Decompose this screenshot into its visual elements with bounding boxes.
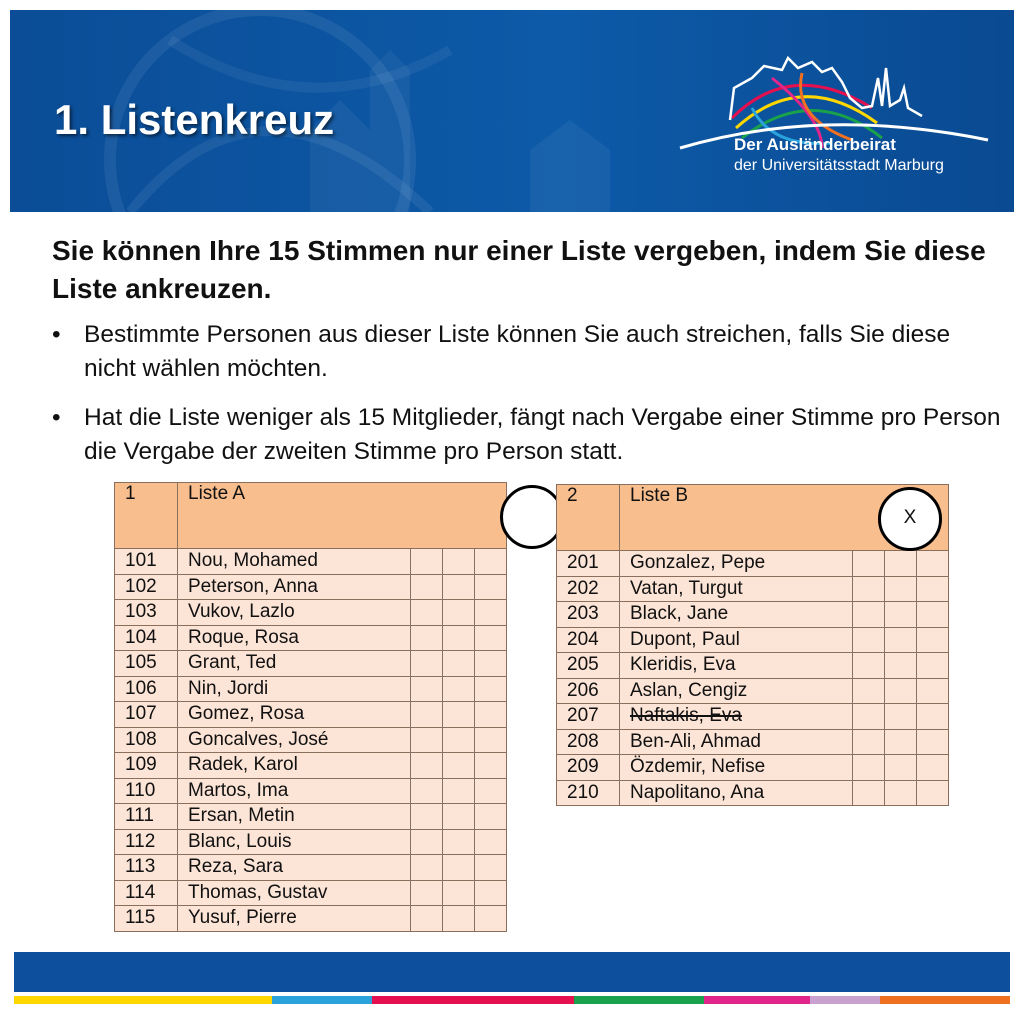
- vote-box-2[interactable]: [885, 627, 917, 653]
- candidate-number: 107: [115, 702, 178, 728]
- candidate-name-cell: [620, 627, 853, 653]
- vote-box-2[interactable]: [885, 576, 917, 602]
- candidate-row: [115, 880, 507, 906]
- vote-box-3[interactable]: [917, 755, 949, 781]
- vote-box-1[interactable]: [853, 678, 885, 704]
- candidate-name: Nou, Mohamed: [188, 550, 318, 572]
- candidate-name-cell: [620, 602, 853, 628]
- candidate-row: [557, 704, 949, 730]
- candidate-row: [115, 574, 507, 600]
- candidate-name: Radek, Karol: [188, 754, 298, 776]
- vote-box-2[interactable]: [443, 702, 475, 728]
- ballot-list-a: [114, 482, 507, 932]
- candidate-row: [557, 729, 949, 755]
- vote-box-1[interactable]: [411, 727, 443, 753]
- candidate-number: 106: [115, 676, 178, 702]
- candidate-name: Blanc, Louis: [188, 830, 292, 852]
- candidate-row: [557, 678, 949, 704]
- list-number: 1: [115, 483, 178, 549]
- candidate-row: [115, 727, 507, 753]
- candidate-name: Goncalves, José: [188, 728, 329, 750]
- vote-box-3[interactable]: [917, 576, 949, 602]
- vote-box-1[interactable]: [411, 600, 443, 626]
- vote-box-1[interactable]: [853, 755, 885, 781]
- vote-box-2[interactable]: [885, 602, 917, 628]
- bullet-item: [52, 401, 1002, 469]
- candidate-name-cell: [178, 778, 411, 804]
- candidate-name: Thomas, Gustav: [188, 881, 328, 903]
- list-name-cell: [620, 485, 949, 551]
- candidate-number: 203: [557, 602, 620, 628]
- candidate-name: Ersan, Metin: [188, 805, 295, 827]
- candidate-name-cell: [178, 625, 411, 651]
- candidate-number: 204: [557, 627, 620, 653]
- candidate-name-cell: [178, 676, 411, 702]
- list-name: Liste B: [630, 485, 689, 506]
- candidate-name-cell: [178, 829, 411, 855]
- vote-box-1[interactable]: [853, 780, 885, 806]
- candidate-name-cell: [620, 653, 853, 679]
- candidate-number: 102: [115, 574, 178, 600]
- vote-box-3[interactable]: [917, 653, 949, 679]
- vote-box-2[interactable]: [443, 651, 475, 677]
- stripe-segment: [372, 996, 574, 1004]
- list-name: Liste A: [188, 483, 246, 504]
- vote-box-2[interactable]: [885, 729, 917, 755]
- vote-box-3[interactable]: [475, 906, 507, 932]
- vote-box-3[interactable]: [475, 778, 507, 804]
- vote-box-1[interactable]: [411, 778, 443, 804]
- candidate-name-cell: [178, 804, 411, 830]
- vote-box-2[interactable]: [443, 778, 475, 804]
- bullet-marker: •: [52, 404, 61, 431]
- bullet-list: [52, 318, 1002, 484]
- candidate-name-cell: [620, 704, 853, 730]
- vote-box-3[interactable]: [475, 855, 507, 881]
- candidate-name-cell: [620, 678, 853, 704]
- candidate-name-cell: [178, 651, 411, 677]
- candidate-name-cell: [620, 551, 853, 577]
- candidate-name: Ben-Ali, Ahmad: [630, 730, 761, 752]
- vote-box-3[interactable]: [475, 651, 507, 677]
- stripe-segment: [272, 996, 372, 1004]
- vote-box-3[interactable]: [475, 880, 507, 906]
- candidate-name: Peterson, Anna: [188, 575, 318, 597]
- vote-box-2[interactable]: [443, 676, 475, 702]
- candidate-number: 205: [557, 653, 620, 679]
- stripe-segment: [574, 996, 704, 1004]
- candidate-name: Nin, Jordi: [188, 677, 269, 699]
- candidate-row: [115, 549, 507, 575]
- vote-box-3[interactable]: [917, 602, 949, 628]
- vote-box-3[interactable]: [917, 627, 949, 653]
- vote-box-3[interactable]: [475, 549, 507, 575]
- bullet-marker: •: [52, 321, 61, 348]
- candidate-name-cell: [178, 600, 411, 626]
- candidate-row: [115, 804, 507, 830]
- vote-box-1[interactable]: [411, 625, 443, 651]
- vote-box-2[interactable]: [443, 549, 475, 575]
- vote-box-1[interactable]: [853, 602, 885, 628]
- candidate-name: Gomez, Rosa: [188, 703, 305, 725]
- vote-box-2[interactable]: [443, 906, 475, 932]
- candidate-name: Gonzalez, Pepe: [630, 552, 766, 574]
- candidate-number: 209: [557, 755, 620, 781]
- list-number: 2: [557, 485, 620, 551]
- candidate-number: 110: [115, 778, 178, 804]
- candidate-number: 109: [115, 753, 178, 779]
- page-title: 1. Listenkreuz: [54, 96, 335, 143]
- candidate-number: 210: [557, 780, 620, 806]
- list-header-row: [557, 485, 949, 551]
- vote-box-2[interactable]: [885, 704, 917, 730]
- vote-box-1[interactable]: [853, 704, 885, 730]
- vote-box-3[interactable]: [475, 702, 507, 728]
- candidate-row: [115, 702, 507, 728]
- vote-box-3[interactable]: [475, 600, 507, 626]
- candidate-name-cell: [620, 755, 853, 781]
- vote-box-2[interactable]: [885, 678, 917, 704]
- candidate-name: Grant, Ted: [188, 652, 277, 674]
- candidate-name-cell: [178, 855, 411, 881]
- vote-box-2[interactable]: [443, 753, 475, 779]
- candidate-name: Napolitano, Ana: [630, 781, 765, 803]
- candidate-name: Yusuf, Pierre: [188, 907, 297, 929]
- candidate-number: 206: [557, 678, 620, 704]
- candidate-name: Reza, Sara: [188, 856, 284, 878]
- vote-box-1[interactable]: [411, 829, 443, 855]
- candidate-name: Özdemir, Nefise: [630, 756, 766, 778]
- vote-box-3[interactable]: [917, 551, 949, 577]
- vote-box-2[interactable]: [443, 855, 475, 881]
- vote-box-2[interactable]: [443, 829, 475, 855]
- candidate-row: [115, 600, 507, 626]
- vote-box-3[interactable]: [917, 729, 949, 755]
- candidate-row: [557, 755, 949, 781]
- candidate-number: 208: [557, 729, 620, 755]
- footer-bar: [14, 952, 1010, 992]
- candidate-name-cell: [178, 549, 411, 575]
- candidate-number: 207: [557, 704, 620, 730]
- candidate-number: 101: [115, 549, 178, 575]
- lead-text: Sie können Ihre 15 Stimmen nur einer Liste vergeben, indem Sie diese Liste ankreuzen.: [52, 235, 986, 304]
- list-name-cell: [178, 483, 507, 549]
- vote-box-1[interactable]: [411, 906, 443, 932]
- candidate-name-cell: [620, 576, 853, 602]
- vote-box-3[interactable]: [475, 829, 507, 855]
- stripe-segment: [704, 996, 810, 1004]
- list-cross-circle[interactable]: X: [878, 487, 942, 551]
- candidate-name: Roque, Rosa: [188, 626, 299, 648]
- candidate-row: [115, 651, 507, 677]
- vote-box-1[interactable]: [411, 880, 443, 906]
- bullet-text: Hat die Liste weniger als 15 Mitglieder, fängt nach Vergabe einer Stimme pro Person die Vergabe der zweiten Stimme pro Person statt.: [84, 404, 1001, 465]
- vote-box-1[interactable]: [853, 576, 885, 602]
- list-cross-circle[interactable]: [500, 485, 564, 549]
- vote-box-1[interactable]: [853, 551, 885, 577]
- candidate-row: [557, 627, 949, 653]
- candidate-name: Kleridis, Eva: [630, 654, 736, 676]
- vote-box-1[interactable]: [853, 627, 885, 653]
- vote-box-1[interactable]: [411, 855, 443, 881]
- vote-box-3[interactable]: [475, 804, 507, 830]
- candidate-row: [557, 602, 949, 628]
- candidate-row: [557, 653, 949, 679]
- candidate-number: 113: [115, 855, 178, 881]
- stripe-segment: [14, 996, 272, 1004]
- vote-box-2[interactable]: [443, 600, 475, 626]
- candidate-row: [115, 855, 507, 881]
- candidate-number: 114: [115, 880, 178, 906]
- vote-box-2[interactable]: [443, 727, 475, 753]
- candidate-name-cell: [178, 880, 411, 906]
- vote-box-3[interactable]: [917, 780, 949, 806]
- vote-box-3[interactable]: [475, 574, 507, 600]
- logo-subtitle: der Universitätsstadt Marburg: [734, 157, 944, 174]
- candidate-name: Martos, Ima: [188, 779, 289, 801]
- bullet-text: Bestimmte Personen aus dieser Liste können Sie auch streichen, falls Sie diese nicht wählen möchten.: [84, 321, 951, 382]
- vote-box-2[interactable]: [443, 574, 475, 600]
- candidate-row: [557, 551, 949, 577]
- candidate-row: [115, 778, 507, 804]
- vote-box-1[interactable]: [411, 804, 443, 830]
- candidate-row: [115, 676, 507, 702]
- candidate-name-cell: [620, 729, 853, 755]
- candidate-number: 112: [115, 829, 178, 855]
- candidate-name: Dupont, Paul: [630, 628, 740, 650]
- candidate-row: [557, 780, 949, 806]
- candidate-name-cell: [178, 702, 411, 728]
- vote-box-2[interactable]: [885, 551, 917, 577]
- vote-box-3[interactable]: [917, 678, 949, 704]
- candidate-row: [115, 906, 507, 932]
- vote-box-1[interactable]: [411, 702, 443, 728]
- list-header-row: [115, 483, 507, 549]
- candidate-number: 111: [115, 804, 178, 830]
- candidate-row: [115, 829, 507, 855]
- candidate-name-cell: [178, 906, 411, 932]
- candidate-name: Naftakis, Eva: [630, 705, 742, 727]
- candidate-number: 202: [557, 576, 620, 602]
- candidate-number: 108: [115, 727, 178, 753]
- vote-box-2[interactable]: [885, 755, 917, 781]
- bullet-item: [52, 318, 1002, 386]
- vote-box-1[interactable]: [411, 651, 443, 677]
- candidate-name: Black, Jane: [630, 603, 729, 625]
- candidate-name-cell: [620, 780, 853, 806]
- stripe-segment: [880, 996, 1010, 1004]
- candidate-row: [115, 753, 507, 779]
- vote-box-2[interactable]: [885, 653, 917, 679]
- vote-box-1[interactable]: [853, 653, 885, 679]
- vote-box-1[interactable]: [853, 729, 885, 755]
- ballot-list-b: [556, 484, 949, 806]
- candidate-number: 201: [557, 551, 620, 577]
- vote-box-3[interactable]: [475, 676, 507, 702]
- candidate-row: [557, 576, 949, 602]
- vote-box-2[interactable]: [885, 780, 917, 806]
- logo-title: Der Ausländerbeirat: [734, 135, 896, 154]
- candidate-name-cell: [178, 727, 411, 753]
- vote-box-3[interactable]: [917, 704, 949, 730]
- stripe-segment: [810, 996, 880, 1004]
- candidate-name: Vukov, Lazlo: [188, 601, 295, 623]
- candidate-name-cell: [178, 574, 411, 600]
- candidate-name: Aslan, Cengiz: [630, 679, 748, 701]
- vote-box-2[interactable]: [443, 804, 475, 830]
- candidate-number: 115: [115, 906, 178, 932]
- vote-box-3[interactable]: [475, 727, 507, 753]
- vote-box-1[interactable]: [411, 753, 443, 779]
- candidate-name: Vatan, Turgut: [630, 577, 743, 599]
- candidate-number: 104: [115, 625, 178, 651]
- vote-box-1[interactable]: [411, 549, 443, 575]
- vote-box-2[interactable]: [443, 880, 475, 906]
- candidate-row: [115, 625, 507, 651]
- candidate-name-cell: [178, 753, 411, 779]
- vote-box-1[interactable]: [411, 676, 443, 702]
- candidate-number: 103: [115, 600, 178, 626]
- vote-box-3[interactable]: [475, 625, 507, 651]
- vote-box-3[interactable]: [475, 753, 507, 779]
- vote-box-1[interactable]: [411, 574, 443, 600]
- candidate-number: 105: [115, 651, 178, 677]
- vote-box-2[interactable]: [443, 625, 475, 651]
